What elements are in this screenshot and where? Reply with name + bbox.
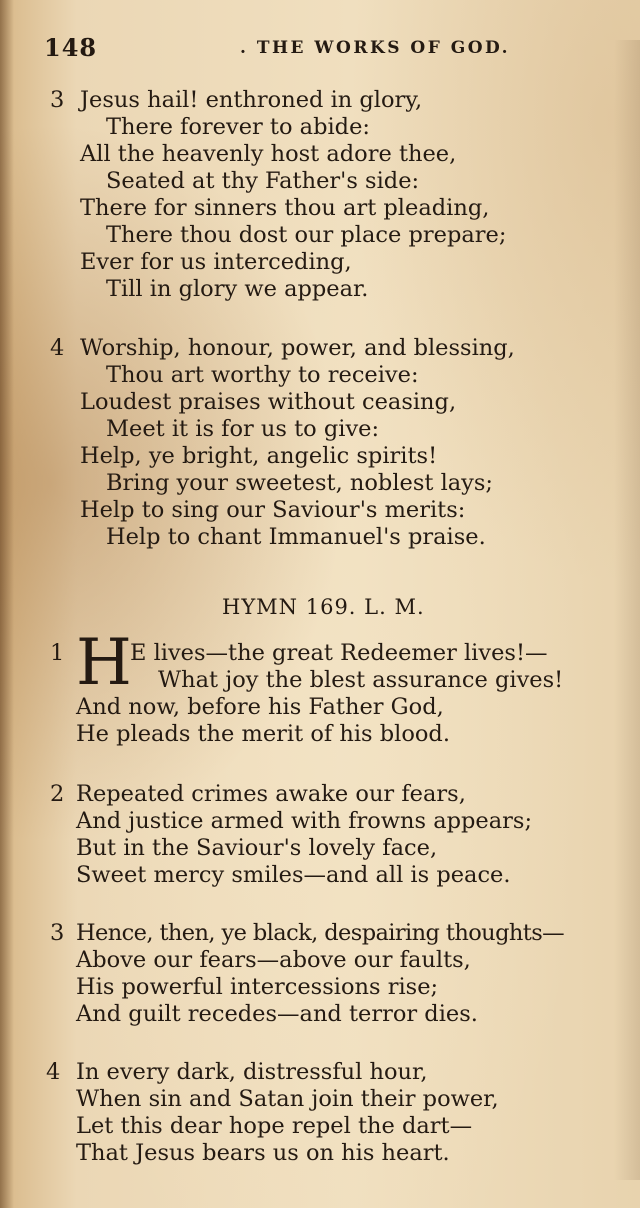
verse-line: Loudest praises without ceasing,: [80, 389, 457, 415]
stanza-number: 4: [46, 1059, 61, 1085]
verse-line: Sweet mercy smiles—and all is peace.: [76, 862, 511, 888]
verse-line: There forever to abide:: [106, 114, 370, 140]
stanza-number: 4: [50, 335, 65, 361]
stanza-number: 3: [50, 87, 65, 113]
verse-line: Bring your sweetest, noblest lays;: [106, 470, 494, 496]
verse-line: E lives—the great Redeemer lives!—: [130, 640, 548, 666]
stanza-number: 2: [50, 781, 65, 807]
verse-line: Repeated crimes awake our fears,: [76, 781, 466, 807]
verse-line: And justice armed with frowns appears;: [76, 808, 533, 834]
verse-line: Jesus hail! enthroned in glory,: [80, 87, 423, 113]
running-head: . THE WORKS OF GOD.: [240, 38, 511, 58]
page-edge-shadow: [0, 0, 14, 1208]
stanza-number: 1: [50, 640, 65, 666]
page-number: 148: [44, 33, 98, 62]
verse-line: Till in glory we appear.: [106, 276, 369, 302]
verse-line: Help to sing our Saviour's merits:: [80, 497, 466, 523]
page-header: [44, 33, 604, 63]
verse-line: He pleads the merit of his blood.: [76, 721, 450, 747]
drop-cap: H: [76, 626, 132, 700]
verse-line: Thou art worthy to receive:: [106, 362, 419, 388]
verse-line: And now, before his Father God,: [76, 694, 444, 720]
verse-line: And guilt recedes—and terror dies.: [76, 1001, 478, 1027]
verse-line: His powerful intercessions rise;: [76, 974, 439, 1000]
verse-line: Meet it is for us to give:: [106, 416, 380, 442]
verse-line: Seated at thy Father's side:: [106, 168, 420, 194]
verse-line: Help, ye bright, angelic spirits!: [80, 443, 438, 469]
verse-line: There for sinners thou art pleading,: [80, 195, 490, 221]
verse-line: In every dark, distressful hour,: [76, 1059, 428, 1085]
verse-line: When sin and Satan join their power,: [76, 1086, 499, 1112]
stanza-number: 3: [50, 920, 65, 946]
verse-line: Let this dear hope repel the dart—: [76, 1113, 473, 1139]
verse-line: What joy the blest assurance gives!: [158, 667, 564, 693]
ink-bleed-through: [614, 40, 640, 1180]
verse-line: There thou dost our place prepare;: [106, 222, 507, 248]
hymn-title: HYMN 169. L. M.: [222, 595, 425, 619]
verse-line: Above our fears—above our faults,: [76, 947, 471, 973]
verse-line: Help to chant Immanuel's praise.: [106, 524, 486, 550]
verse-line: All the heavenly host adore thee,: [80, 141, 457, 167]
verse-line: Ever for us interceding,: [80, 249, 352, 275]
verse-line: Hence, then, ye black, despairing thoughts—: [76, 920, 565, 946]
verse-line: But in the Saviour's lovely face,: [76, 835, 438, 861]
verse-line: That Jesus bears us on his heart.: [76, 1140, 450, 1166]
verse-line: Worship, honour, power, and blessing,: [80, 335, 515, 361]
